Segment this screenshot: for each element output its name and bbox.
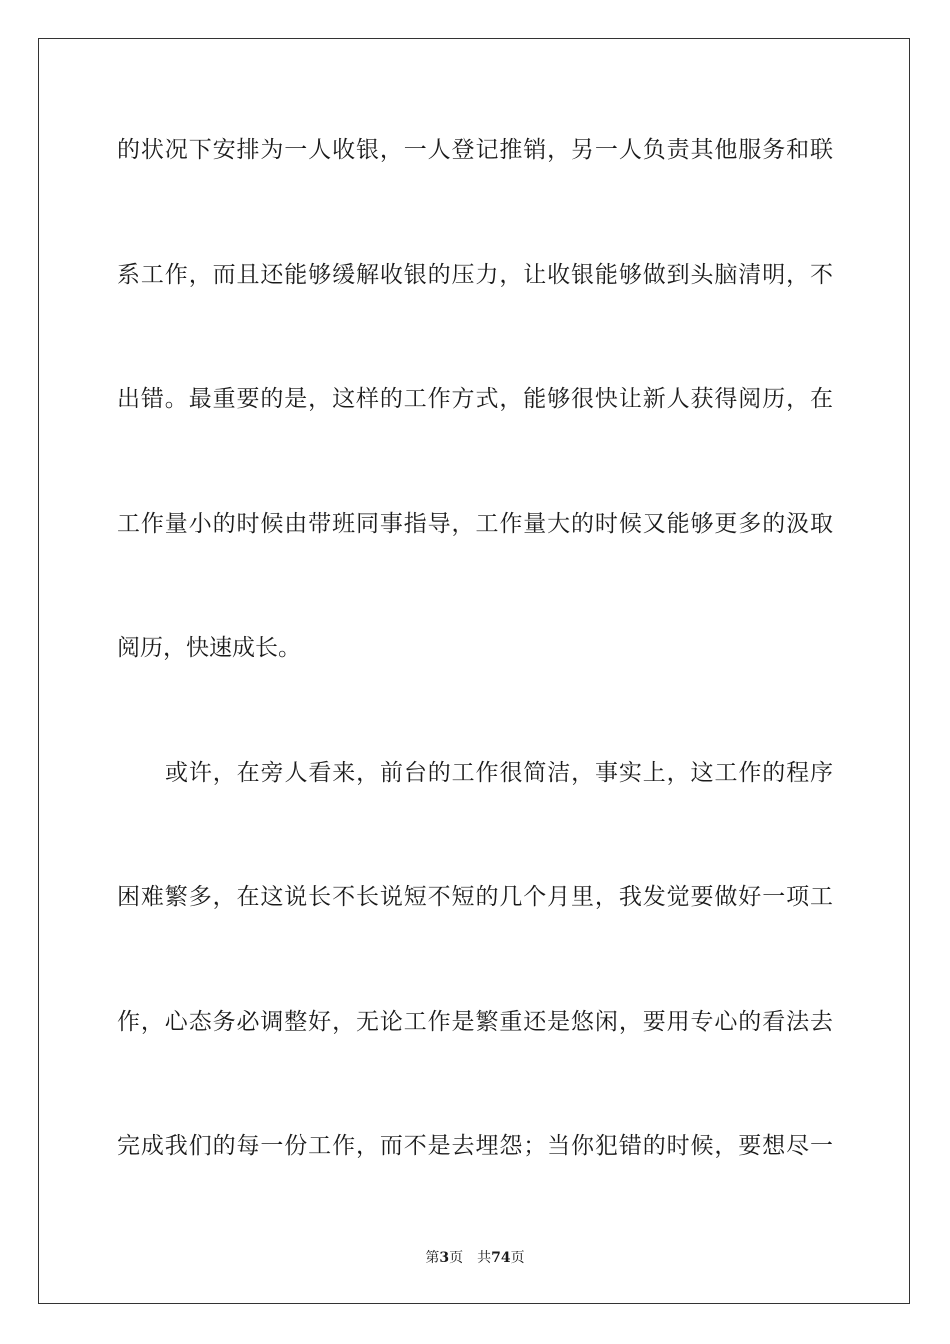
body-line-7: 困难繁多，在这说长不长说短不短的几个月里，我发觉要做好一项工 [117,884,833,910]
footer-page-suffix: 页 [449,1250,464,1266]
body-line-1: 的状况下安排为一人收银，一人登记推销，另一人负责其他服务和联 [117,137,833,163]
footer-page-prefix: 第 [425,1250,440,1266]
page-footer [0,1247,950,1267]
footer-page-number: 3 [439,1250,450,1266]
footer-total-suffix: 页 [510,1250,525,1266]
body-line-6: 或许，在旁人看来，前台的工作很简洁，事实上，这工作的程序 [165,760,833,786]
page-border [38,38,910,1304]
body-line-9: 完成我们的每一份工作，而不是去埋怨；当你犯错的时候，要想尽一 [117,1133,833,1159]
body-line-3: 出错。最重要的是，这样的工作方式，能够很快让新人获得阅历，在 [117,386,833,412]
body-line-4: 工作量小的时候由带班同事指导，工作量大的时候又能够更多的汲取 [117,511,833,537]
body-line-2: 系工作，而且还能够缓解收银的压力，让收银能够做到头脑清明，不 [117,262,833,288]
footer-total-pages: 74 [491,1250,511,1266]
footer-total-prefix: 共 [477,1250,492,1266]
body-line-8: 作，心态务必调整好，无论工作是繁重还是悠闲，要用专心的看法去 [117,1009,833,1035]
body-line-5: 阅历，快速成长。 [117,635,301,661]
